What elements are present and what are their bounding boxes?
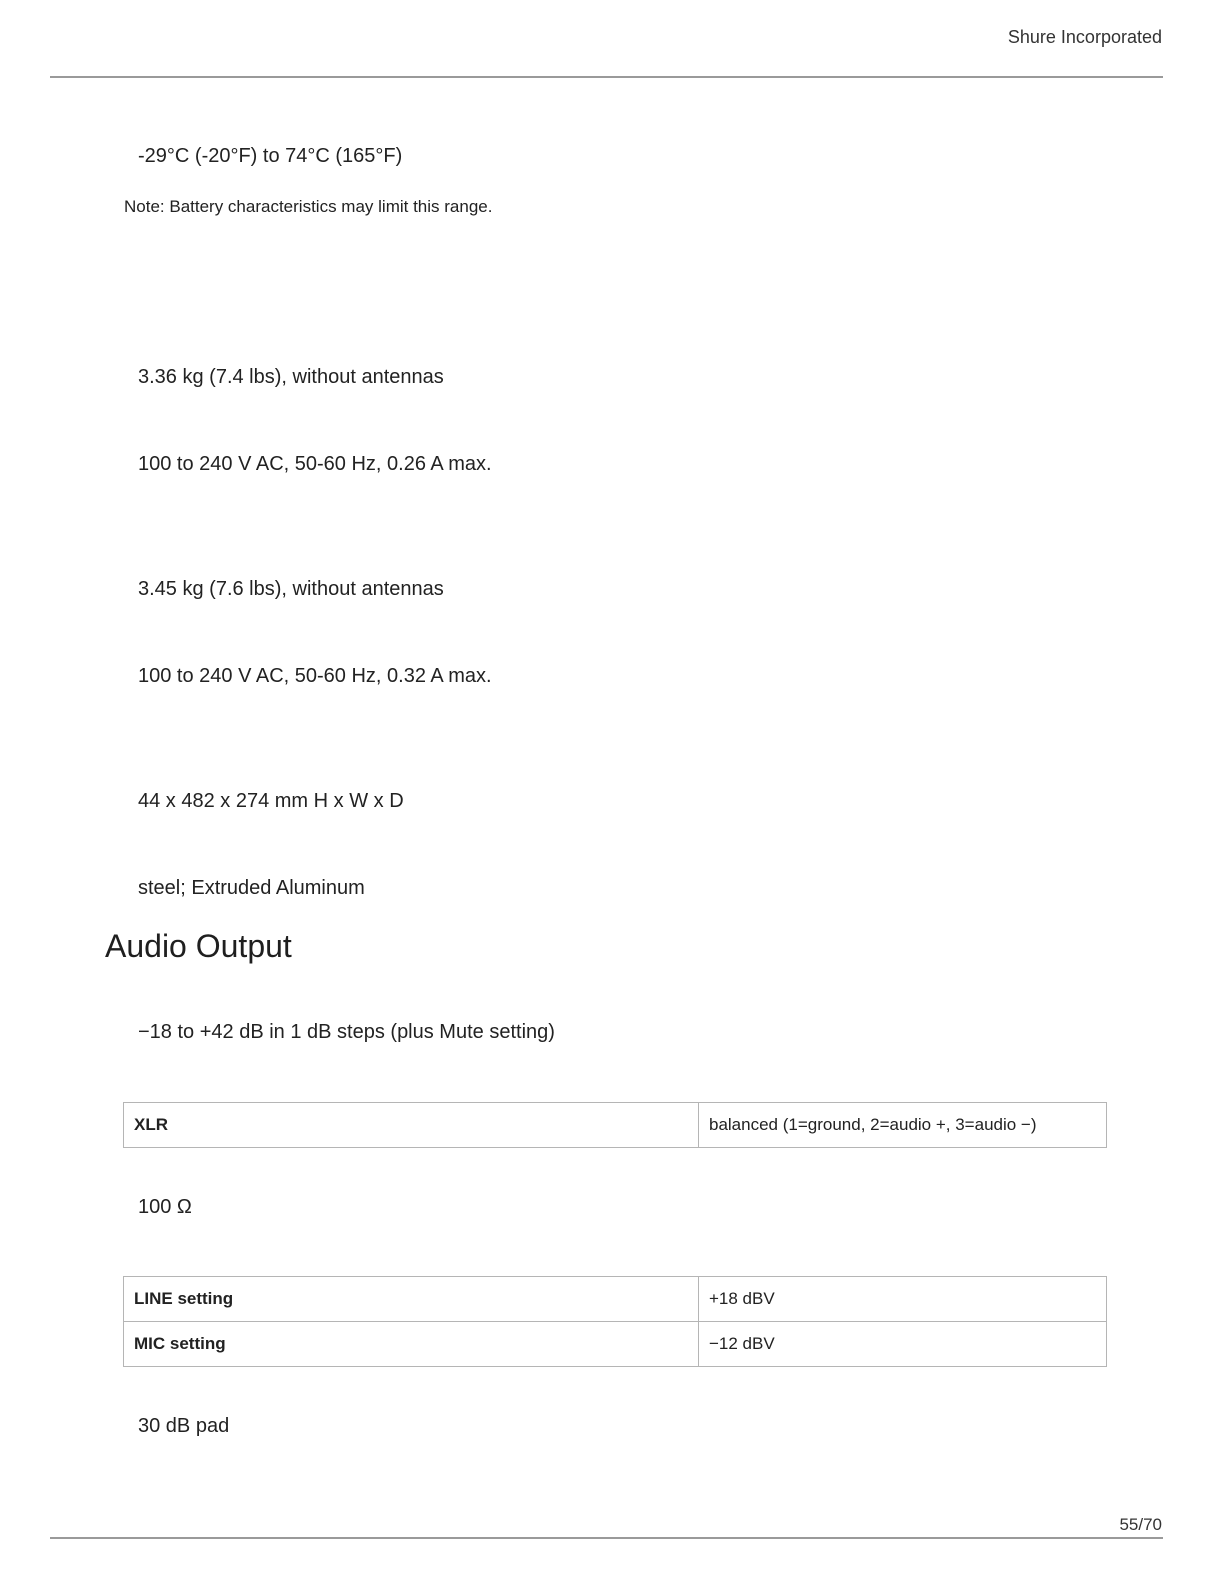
header-divider xyxy=(50,76,1163,78)
power-requirements-value-1: 100 to 240 V AC, 50-60 Hz, 0.26 A max. xyxy=(138,453,492,475)
output-configuration-table xyxy=(123,1102,1107,1148)
table-cell-label: MIC setting xyxy=(124,1322,699,1367)
dimensions-value: 44 x 482 x 274 mm H x W x D xyxy=(138,790,404,812)
table-cell-value: −12 dBV xyxy=(699,1322,1107,1367)
audio-output-heading: Audio Output xyxy=(105,928,292,964)
battery-note: Note: Battery characteristics may limit this range. xyxy=(124,197,493,216)
output-impedance-value: 100 Ω xyxy=(138,1196,192,1218)
table-cell-value: +18 dBV xyxy=(699,1277,1107,1322)
table-row xyxy=(124,1322,1107,1367)
page-number: 55/70 xyxy=(1119,1515,1162,1534)
power-requirements-value-2: 100 to 240 V AC, 50-60 Hz, 0.32 A max. xyxy=(138,665,492,687)
max-output-table xyxy=(123,1276,1107,1367)
table-row xyxy=(124,1277,1107,1322)
table-cell-value: balanced (1=ground, 2=audio +, 3=audio −) xyxy=(699,1103,1107,1148)
footer-divider xyxy=(50,1537,1163,1539)
header-company-name: Shure Incorporated xyxy=(1007,27,1162,47)
operating-temperature-value: -29°C (-20°F) to 74°C (165°F) xyxy=(138,145,403,167)
weight-value-2: 3.45 kg (7.6 lbs), without antennas xyxy=(138,578,444,600)
pad-value: 30 dB pad xyxy=(138,1415,230,1437)
housing-value: steel; Extruded Aluminum xyxy=(138,877,365,899)
table-cell-label: XLR xyxy=(124,1103,699,1148)
gain-adjustment-range-value: −18 to +42 dB in 1 dB steps (plus Mute setting) xyxy=(138,1021,555,1043)
table-cell-label: LINE setting xyxy=(124,1277,699,1322)
weight-value-1: 3.36 kg (7.4 lbs), without antennas xyxy=(138,366,444,388)
table-row xyxy=(124,1103,1107,1148)
